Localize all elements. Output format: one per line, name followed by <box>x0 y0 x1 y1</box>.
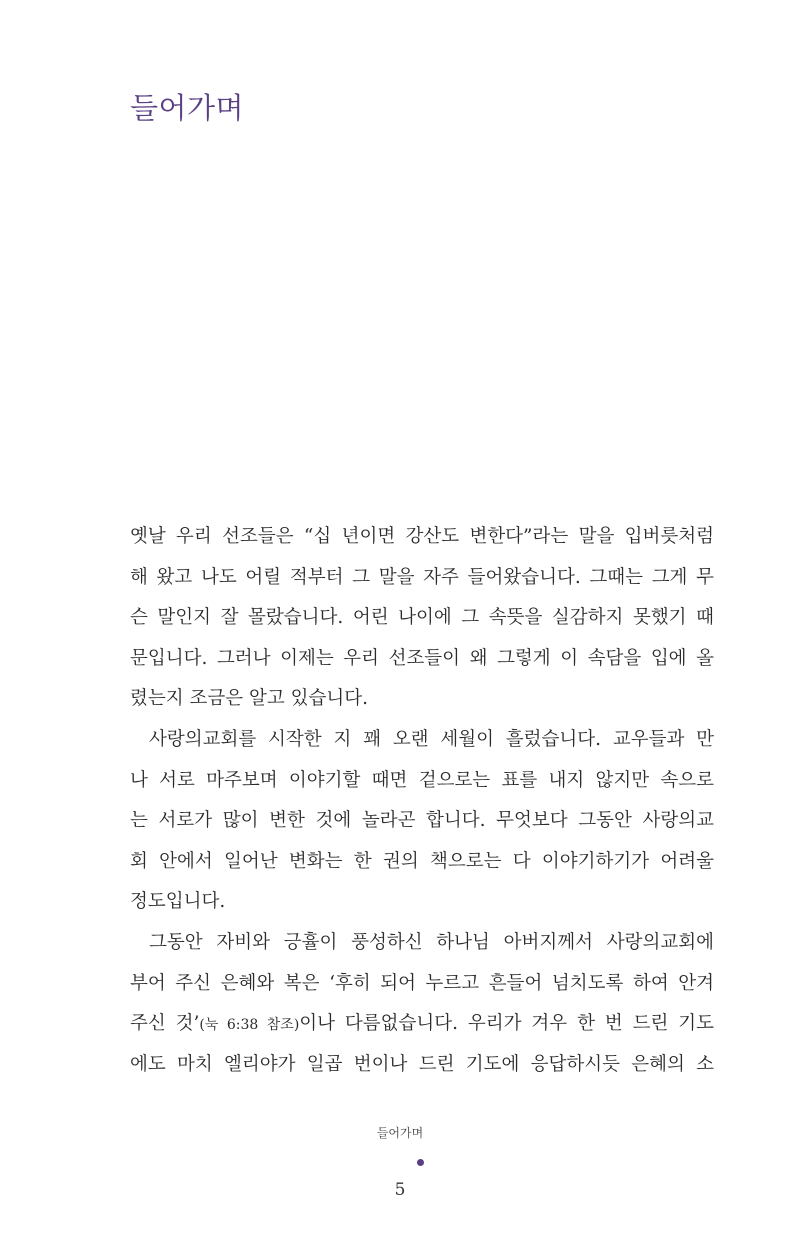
paragraph-3-line-2: 부어 주신 은혜와 복은 ‘후히 되어 누르고 흔들어 넘치도록 하여 안겨 <box>130 972 714 994</box>
paragraph-2-line-1: 사랑의교회를 시작한 지 꽤 오랜 세월이 흘렀습니다. 교우들과 만 <box>149 728 714 750</box>
running-head: 들어가며 <box>376 1126 424 1140</box>
paragraph-1-line-3: 슨 말인지 잘 몰랐습니다. 어린 나이에 그 속뜻을 실감하지 못했기 때 <box>130 607 714 629</box>
paragraph-1-line-1: 옛날 우리 선조들은 “십 년이면 강산도 변한다”라는 말을 입버릇처럼 <box>130 526 714 547</box>
page-number: 5 <box>394 1180 406 1200</box>
paragraph-3-line-3-before: 주신 것’ <box>130 1013 200 1035</box>
paragraph-2-line-2: 나 서로 마주보며 이야기할 때면 겉으로는 표를 내지 않지만 속으로 <box>130 769 714 791</box>
paragraph-1-line-4: 문입니다. 그러나 이제는 우리 선조들이 왜 그렇게 이 속담을 입에 올 <box>130 647 714 669</box>
scripture-reference: (눅 6:38 참조) <box>199 1017 300 1034</box>
paragraph-1-line-2: 해 왔고 나도 어릴 적부터 그 말을 자주 들어왔습니다. 그때는 그게 무 <box>130 566 714 588</box>
paragraph-3-line-3-after: 이나 다름없습니다. 우리가 겨우 한 번 드린 기도 <box>299 1013 714 1035</box>
paragraph-2-line-3: 는 서로가 많이 변한 것에 놀라곤 합니다. 무엇보다 그동안 사랑의교 <box>130 810 714 832</box>
paragraph-2-line-5: 정도입니다. <box>130 891 226 913</box>
paragraph-3-line-3 <box>130 1004 714 1045</box>
paragraph-3-line-4: 에도 마치 엘리야가 일곱 번이나 드린 기도에 응답하시듯 은혜의 소 <box>130 1053 714 1075</box>
chapter-title: 들어가며 <box>130 91 245 125</box>
body-text <box>130 517 714 1085</box>
paragraph-2-line-4: 회 안에서 일어난 변화는 한 권의 책으로는 다 이야기하기가 어려울 <box>130 850 714 872</box>
paragraph-3-line-1: 그동안 자비와 긍휼이 풍성하신 하나님 아버지께서 사랑의교회에 <box>149 931 714 953</box>
footer-dot-ornament <box>417 1159 424 1166</box>
paragraph-1-line-5: 렸는지 조금은 알고 있습니다. <box>130 688 368 710</box>
